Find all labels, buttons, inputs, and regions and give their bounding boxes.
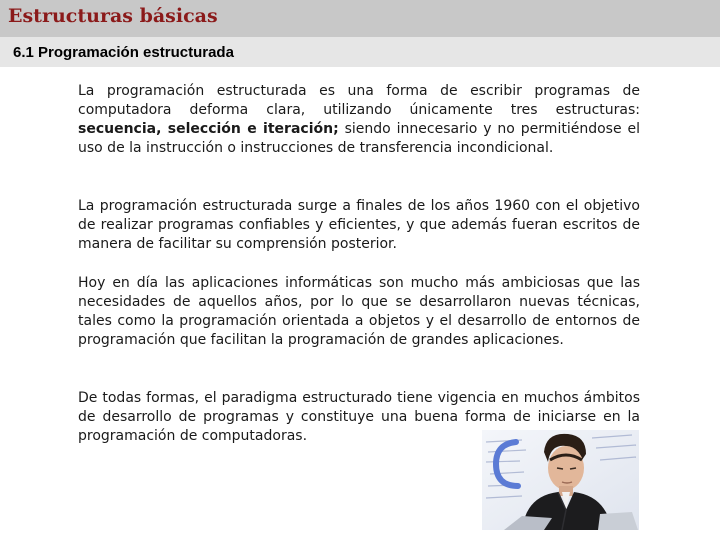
man-at-laptop-photo (482, 430, 639, 530)
subtitle-bar (0, 37, 720, 67)
title-bar (0, 0, 720, 37)
slide-title: Estructuras básicas (8, 5, 218, 27)
paragraph-1-text-a: La programación estructurada es una forma de escribir programas de computadora deforma clara, utilizando únicamente tres estructuras: (78, 83, 640, 118)
paragraph-1 (78, 82, 640, 158)
paragraph-1-text-b: siendo innecesario y no permitiéndose el uso de la instrucción o instrucciones de transferencia incondicional. (78, 121, 640, 156)
section-heading: 6.1 Programación estructurada (13, 44, 234, 61)
paragraph-2: La programación estructurada surge a finales de los años 1960 con el objetivo de realizar programas confiables y eficientes, y que además fueran escritos de manera de facilitar su comprensión posterior. (78, 198, 640, 252)
paragraph-1-bold-terms: secuencia, selección e iteración; (78, 121, 339, 137)
paragraph-4: De todas formas, el paradigma estructurado tiene vigencia en muchos ámbitos de desarrollo de programas y constituye una buena forma de iniciarse en la programación de computadoras. (78, 390, 640, 444)
man-at-laptop-illustration (482, 430, 639, 530)
paragraph-3: Hoy en día las aplicaciones informáticas son mucho más ambiciosas que las necesidades de aquellos años, por lo que se desarrollaron nuevas técnicas, tales como la programación orientada a objetos y el desarrollo de entornos de programación que facilitan la programación de grandes aplicaciones. (78, 275, 640, 348)
